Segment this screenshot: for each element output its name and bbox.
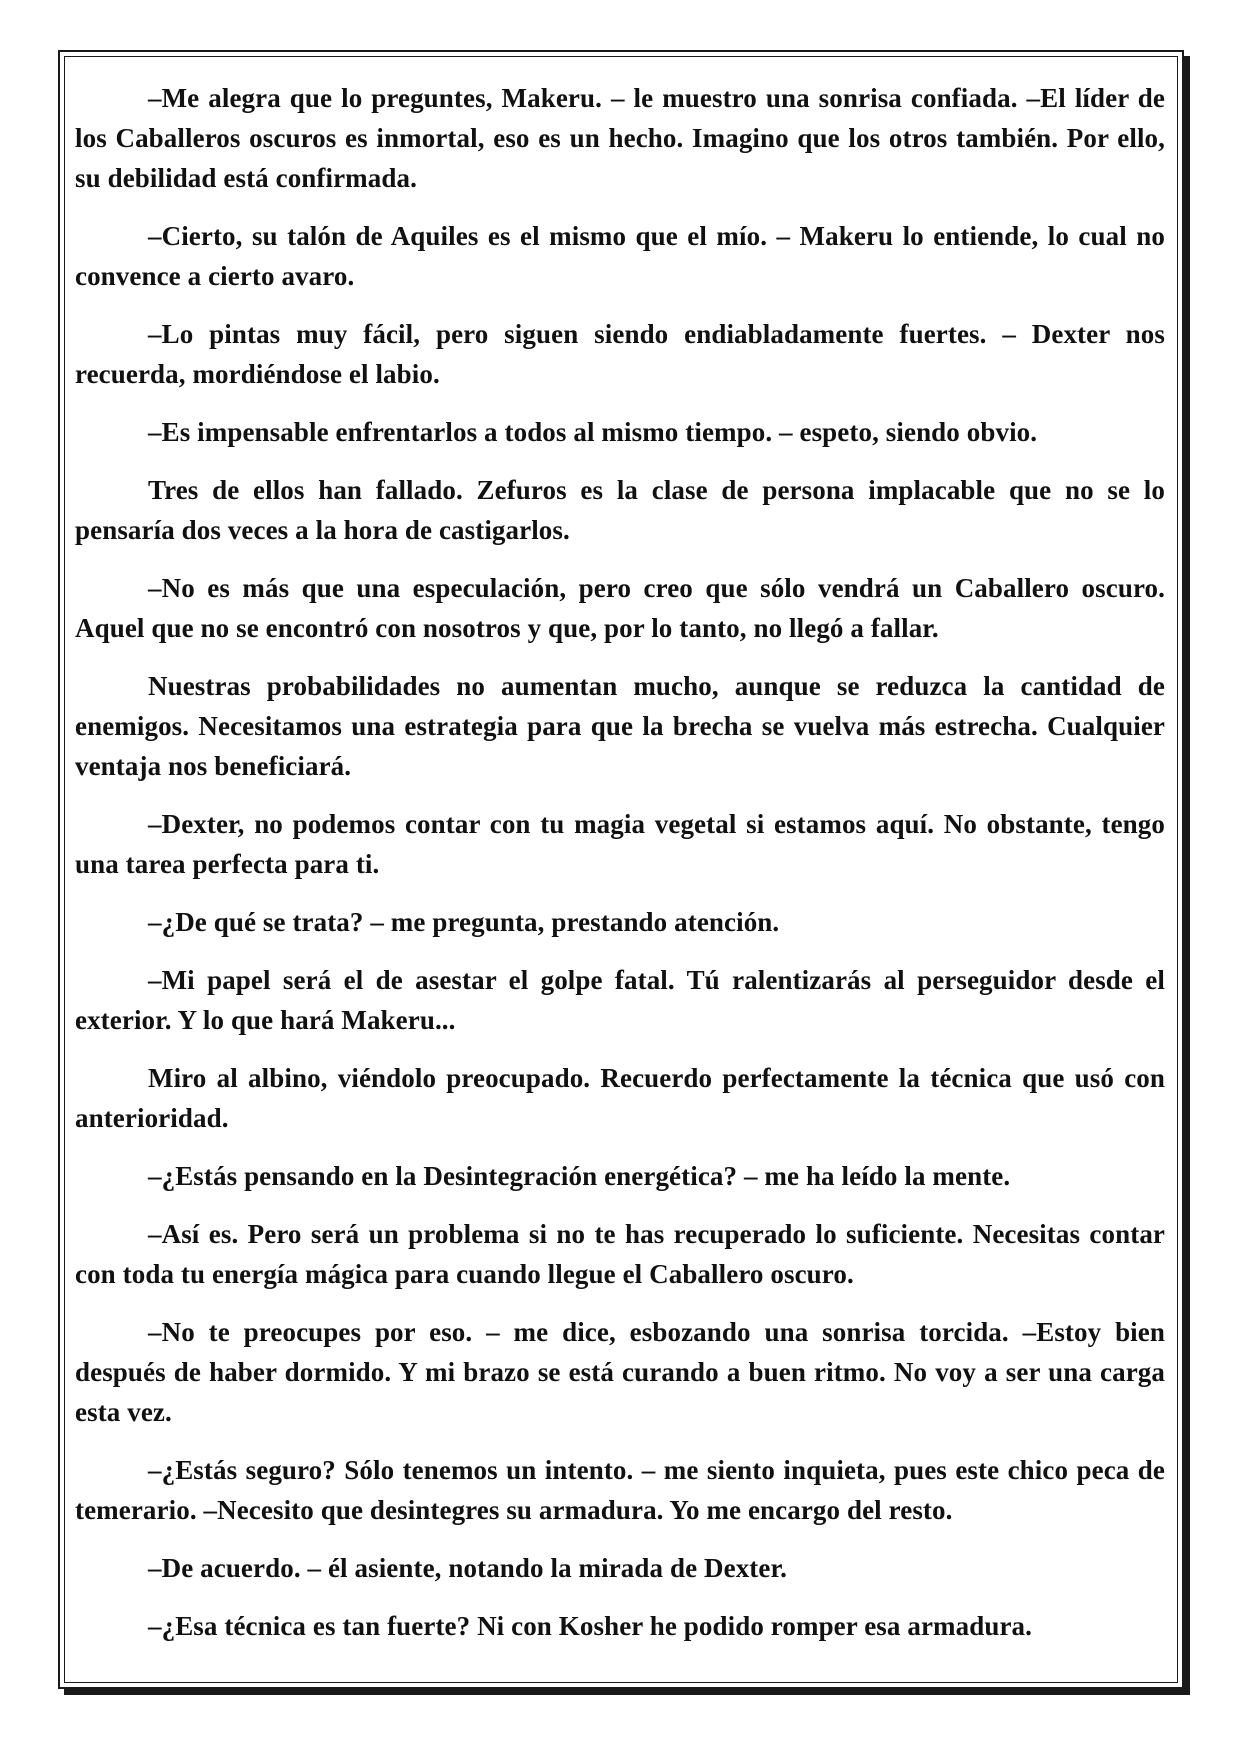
paragraph: Tres de ellos han fallado. Zefuros es la clase de persona implacable que no se lo pensaría dos veces a la hora de castigarlos.: [75, 475, 1165, 545]
paragraph: –Es impensable enfrentarlos a todos al mismo tiempo. – espeto, siendo obvio.: [148, 417, 1038, 447]
paragraph: Nuestras probabilidades no aumentan mucho, aunque se reduzca la cantidad de enemigos. Necesitamos una estrategia para que la brecha se vuelva más estrecha. Cualquier ventaja nos beneficiará.: [75, 671, 1165, 781]
paragraph: –Me alegra que lo preguntes, Makeru. – le muestro una sonrisa confiada. –El líder de los Caballeros oscuros es inmortal, eso es un hecho. Imagino que los otros también. Por ello, su debilidad está confirmada.: [75, 83, 1165, 193]
paragraph: –Mi papel será el de asestar el golpe fatal. Tú ralentizarás al perseguidor desde el exterior. Y lo que hará Makeru...: [75, 965, 1165, 1035]
text-body: [75, 78, 1165, 1664]
paragraph: –¿Esa técnica es tan fuerte? Ni con Kosher he podido romper esa armadura.: [148, 1611, 1032, 1641]
paragraph: –No te preocupes por eso. – me dice, esbozando una sonrisa torcida. –Estoy bien después de haber dormido. Y mi brazo se está curando a buen ritmo. No voy a ser una carga esta vez.: [75, 1317, 1165, 1427]
page-frame: [58, 50, 1184, 1689]
paragraph: –De acuerdo. – él asiente, notando la mirada de Dexter.: [148, 1553, 787, 1583]
paragraph: –¿Estás seguro? Sólo tenemos un intento. – me siento inquieta, pues este chico peca de temerario. –Necesito que desintegres su armadura. Yo me encargo del resto.: [75, 1455, 1165, 1525]
paragraph: –¿Estás pensando en la Desintegración energética? – me ha leído la mente.: [148, 1161, 1011, 1191]
paragraph: –No es más que una especulación, pero creo que sólo vendrá un Caballero oscuro. Aquel que no se encontró con nosotros y que, por lo tanto, no llegó a fallar.: [75, 573, 1165, 643]
paragraph: –¿De qué se trata? – me pregunta, prestando atención.: [148, 907, 780, 937]
paragraph: –Dexter, no podemos contar con tu magia vegetal si estamos aquí. No obstante, tengo una tarea perfecta para ti.: [75, 809, 1165, 879]
paragraph: Miro al albino, viéndolo preocupado. Recuerdo perfectamente la técnica que usó con anterioridad.: [75, 1063, 1165, 1133]
paragraph: –Así es. Pero será un problema si no te has recuperado lo suficiente. Necesitas contar con toda tu energía mágica para cuando llegue el Caballero oscuro.: [75, 1219, 1165, 1289]
paragraph: –Lo pintas muy fácil, pero siguen siendo endiabladamente fuertes. – Dexter nos recuerda, mordiéndose el labio.: [75, 319, 1165, 389]
paragraph: –Cierto, su talón de Aquiles es el mismo que el mío. – Makeru lo entiende, lo cual no convence a cierto avaro.: [75, 221, 1165, 291]
